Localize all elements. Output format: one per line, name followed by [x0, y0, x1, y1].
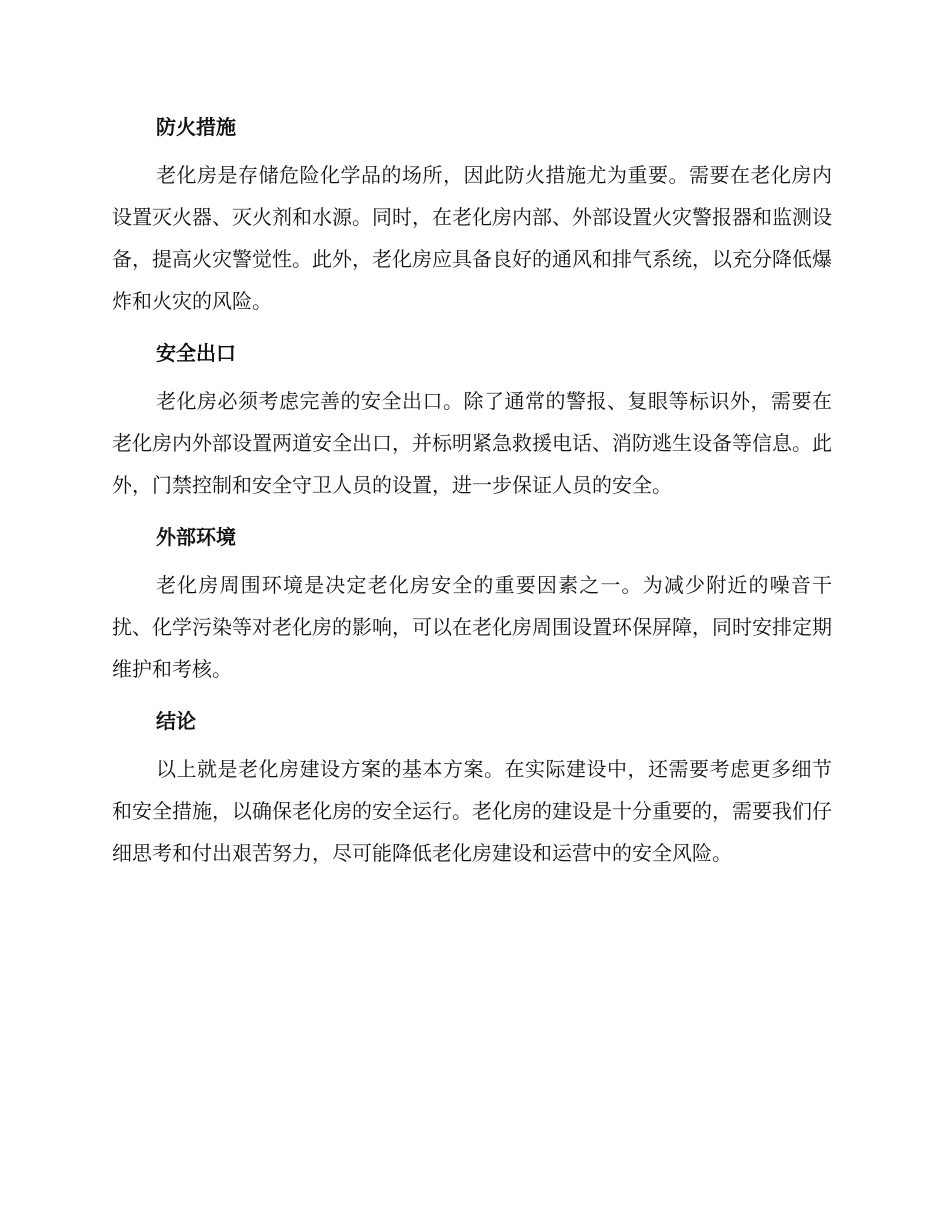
section-heading: 外部环境: [156, 525, 236, 549]
section-heading: 结论: [156, 709, 196, 733]
section-heading: 防火措施: [156, 115, 236, 139]
section-paragraph: 老化房是存储危险化学品的场所，因此防火措施尤为重要。需要在老化房内设置灭火器、灭火剂和水源。同时，在老化房内部、外部设置火灾警报器和监测设备，提高火灾警觉性。此外，老化房应具备良好的通风和排气系统，以充分降低爆炸和火灾的风险。: [112, 163, 832, 313]
section-fire-prevention: [112, 106, 832, 322]
section-external-environment: [112, 516, 832, 690]
section-heading: 安全出口: [156, 341, 236, 365]
section-paragraph: 老化房周围环境是决定老化房安全的重要因素之一。为减少附近的噪音干扰、化学污染等对老化房的影响，可以在老化房周围设置环保屏障，同时安排定期维护和考核。: [112, 573, 832, 681]
section-conclusion: [112, 700, 832, 874]
section-paragraph: 老化房必须考虑完善的安全出口。除了通常的警报、复眼等标识外，需要在老化房内外部设置两道安全出口，并标明紧急救援电话、消防逃生设备等信息。此外，门禁控制和安全守卫人员的设置，进一步保证人员的安全。: [112, 389, 832, 497]
section-safety-exits: [112, 332, 832, 506]
section-paragraph: 以上就是老化房建设方案的基本方案。在实际建设中，还需要考虑更多细节和安全措施，以确保老化房的安全运行。老化房的建设是十分重要的，需要我们仔细思考和付出艰苦努力，尽可能降低老化房建设和运营中的安全风险。: [112, 757, 832, 865]
document-content: [112, 106, 832, 884]
